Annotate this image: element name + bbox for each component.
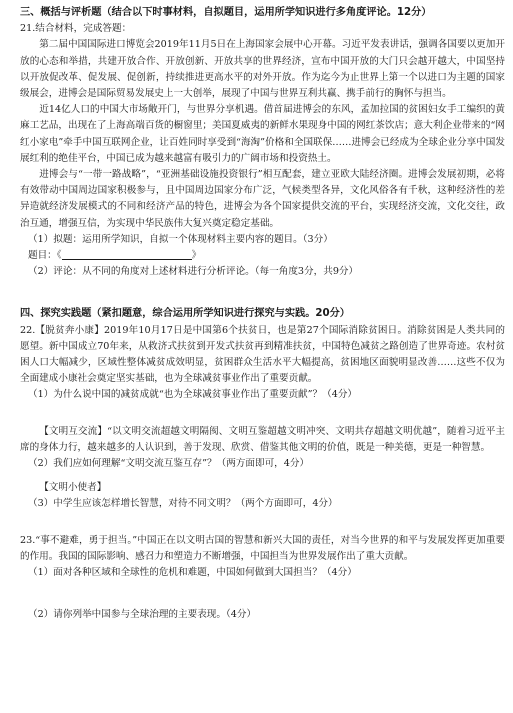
answer-space [20, 280, 505, 306]
civilization-exchange-material [20, 424, 505, 456]
civilization-envoy-tag: 【文明小使者】 [39, 482, 107, 494]
title-answer-line [20, 248, 505, 264]
answer-space [20, 513, 505, 533]
title-open-label: 题目：《 [28, 250, 62, 262]
question-21-label: 21.结合材料，完成答题： [20, 23, 132, 35]
answer-space [20, 581, 505, 607]
title-close-label: 》 [191, 250, 202, 262]
question-22-material: 22.【脱贫奔小康】2019年10月17日是中国第6个扶贫日，也是第27个国际消除贫困日。消除贫困是人类共同的愿望。新中国成立70年来，从救济式扶贫到开发式扶贫再到精准扶贫，中国特色减贫之路创造了世界奇迹。农村贫困人口大幅减少，区域性整体减贫成效明显，贫困群众生活水平大幅提高，贫困地区面貌明显改善……这些不仅为全面建成小康社会奠定坚实基础，也为全球减贫事业作出了重要贡献。 [20, 324, 505, 385]
subquestion-23-1: （1）面对各种区域和全球性的危机和难题，中国如何做到大国担当？（4分） [28, 567, 357, 579]
subquestion-22-2: （2）我们应如何理解“文明交流互鉴互存”？（两方面即可，4分） [28, 458, 310, 470]
civilization-exchange-tag: 【文明互交流】 [39, 425, 108, 437]
material-paragraph-3: 进博会与“一带一路战略”，“亚洲基础设施投资银行”相互配套，建立亚欧大陆经济圈。进博会发展初期，必将有效带动中国周边国家积极参与，且中国周边国家分布广泛，气候类型各异，文化风俗各有千秋，这种经济性的差异造就经济发展模式的不同和经济产品的特色，进博会为各个国家提供交流的平台，实现经济交流，文化交往，政治互通，增强互信，为实现中华民族伟大复兴奠定稳定基础。 [20, 169, 505, 229]
civilization-exchange-text: “以文明交流超越文明隔阂、文明互鉴超越文明冲突、文明共存超越文明优越”，随着习近平主席的身体力行，越来越多的人认识到，善于发现、欣赏、借鉴其他文明的价值，既是一种美德，更是一种智慧。 [20, 425, 506, 453]
answer-space [20, 472, 505, 480]
subquestion-23-2: （2）请你列举中国参与全球治理的主要表现。（4分） [28, 609, 257, 621]
question-23-material: 23.“事不避难，勇于担当。”中国正在以文明古国的智慧和新兴大国的责任，对当今世界的和平与发展发挥更加重要的作用。我国的国际影响、感召力和塑造力不断增强，中国担当为世界发展作出了重大贡献。 [20, 534, 505, 562]
answer-space [20, 404, 505, 424]
subquestion-22-1: （1）为什么说中国的减贫成就“也为全球减贫事业作出了重要贡献”？（4分） [28, 389, 358, 401]
material-paragraph-2: 近14亿人口的中国大市场敞开门，与世界分享机遇。借首届进博会的东风，孟加拉国的贫困妇女手工编织的黄麻工艺品，出现在了上海高端百货的橱窗里；美国夏威夷的新鲜水果现身中国的网红茶饮店；意大利企业带来的“网红小家电”牵手中国互联网企业，让百姓同时享受到“海淘”价格和全国联保……进博会已经成为全球企业分享中国发展红利的绝佳平台，中国已成为越来越富有吸引力的广阔市场和投资热土。 [20, 104, 505, 164]
subquestion-21-1: （1）拟题：运用所学知识，自拟一个体现材料主要内容的题目。（3分） [28, 233, 333, 245]
title-blank-input[interactable] [62, 249, 192, 260]
material-paragraph-1: 第二届中国国际进口博览会2019年11月5日在上海国家会展中心开幕。习近平发表讲话，强调各国要以更加开放的心态和举措，共建开放合作、开放创新、开放共享的世界经济，宣布中国开放的大门只会越开越大，中国坚持以开放促改革、促发展、促创新，持续推进更高水平的对外开放。作为迄今为止世界上第一个以进口为主题的国家级展会，进博会是国际贸易发展史上一大创举，展现了中国与世界互利共赢、携手前行的胸怀与担当。 [20, 39, 505, 100]
subquestion-22-3: （3）中学生应该怎样增长智慧，对待不同文明？（两个方面即可，4分） [28, 498, 338, 510]
subquestion-21-2: （2）评论：从不同的角度对上述材料进行分析评论。（每一角度3分，共9分） [28, 266, 359, 278]
section-4-title: 四、探究实践题（紧扣题意，综合运用所学知识进行探究与实践。20分） [20, 308, 350, 320]
section-3-title: 三、概括与评析题（结合以下时事材料，自拟题目，运用所学知识进行多角度评论。12分） [20, 7, 432, 18]
